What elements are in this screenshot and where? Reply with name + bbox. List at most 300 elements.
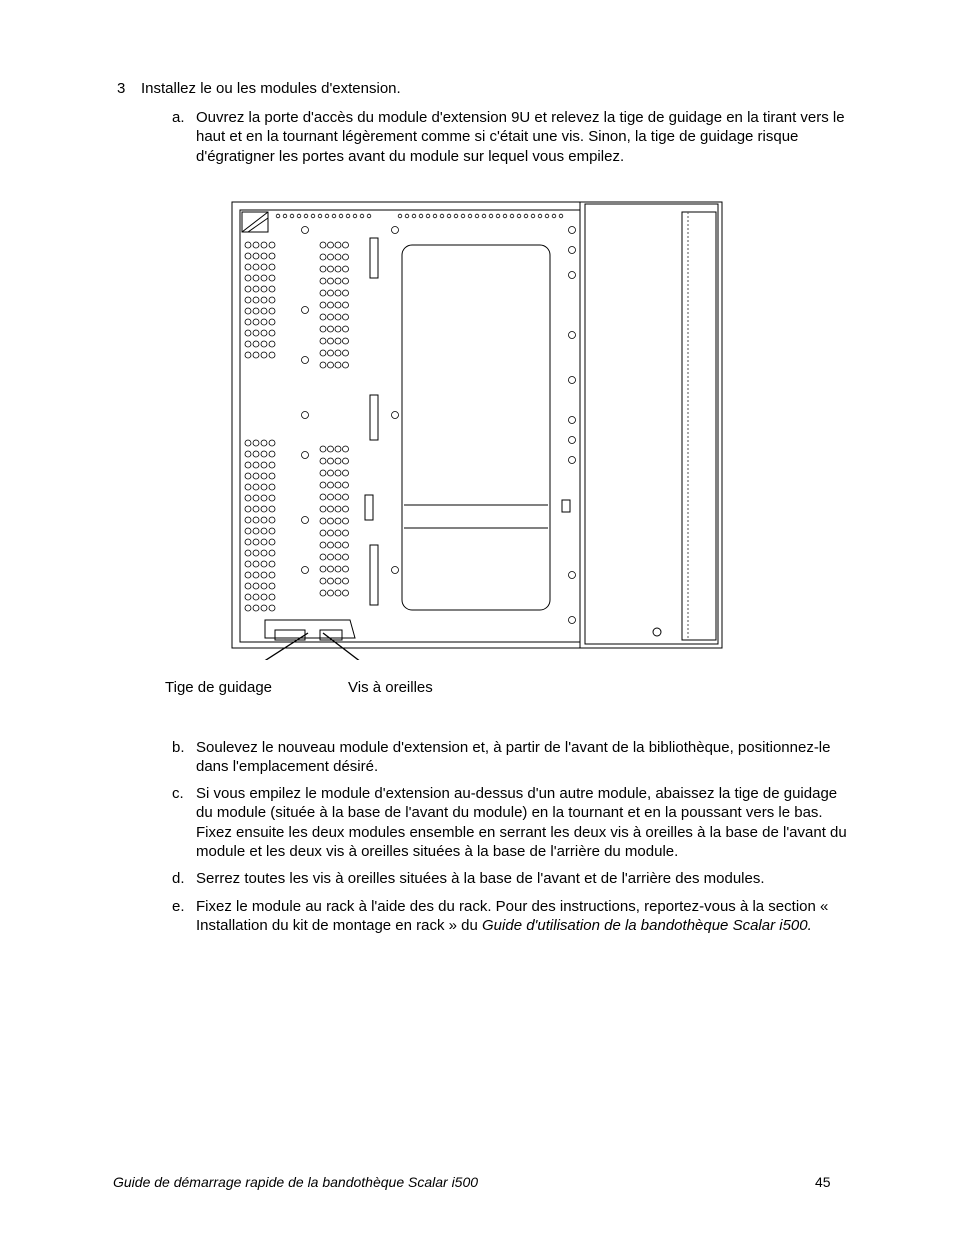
vent-hole bbox=[328, 530, 334, 536]
list-item-text bbox=[196, 897, 852, 936]
vent-hole bbox=[328, 554, 334, 560]
vent-hole bbox=[328, 338, 334, 344]
vent-hole bbox=[538, 214, 542, 218]
vent-hole bbox=[328, 458, 334, 464]
vent-hole bbox=[253, 297, 259, 303]
vent-hole bbox=[261, 473, 267, 479]
vent-hole bbox=[328, 326, 334, 332]
right-side-panel bbox=[585, 204, 718, 644]
vent-hole bbox=[335, 242, 341, 248]
list-item-text: Si vous empilez le module d'extension au-dessus d'un autre module, abaissez la tige de guidage du module (située à la base de l'avant du module) en la tournant et en la poussant vers le bas. Fixez ensuite les deux modules ensemble en serrant les deux vis à oreilles à la base de l'avant du module et les deux vis à oreilles situées à la base de l'arrière du module. bbox=[196, 785, 847, 860]
vent-hole bbox=[328, 314, 334, 320]
vent-hole bbox=[261, 264, 267, 270]
vent-hole bbox=[245, 605, 251, 611]
vent-hole bbox=[569, 247, 576, 254]
vent-hole bbox=[261, 275, 267, 281]
vent-hole bbox=[328, 590, 334, 596]
vent-hole bbox=[343, 506, 349, 512]
callout-line-thumbscrews bbox=[323, 633, 382, 660]
latch-lower bbox=[365, 495, 373, 520]
vent-hole bbox=[245, 297, 251, 303]
vent-hole bbox=[320, 554, 326, 560]
vent-hole bbox=[335, 506, 341, 512]
vent-hole bbox=[320, 254, 326, 260]
vent-hole bbox=[302, 227, 309, 234]
vent-hole bbox=[269, 572, 275, 578]
vent-hole bbox=[269, 264, 275, 270]
vent-hole bbox=[253, 572, 259, 578]
vent-hole bbox=[328, 566, 334, 572]
list-item-d bbox=[172, 869, 852, 888]
vent-hole bbox=[335, 578, 341, 584]
vent-hole bbox=[253, 275, 259, 281]
vent-hole bbox=[245, 561, 251, 567]
vent-hole bbox=[328, 494, 334, 500]
vent-hole bbox=[253, 473, 259, 479]
vent-hole bbox=[468, 214, 472, 218]
list-item-text-plain: Fixez le module au rack à l'aide des du rack. Pour des instructions, reportez-vous à la section « Installation du kit de montage en rack » du bbox=[196, 898, 829, 935]
step-number: 3 bbox=[117, 80, 126, 97]
list-item-e bbox=[172, 897, 852, 936]
vent-hole bbox=[461, 214, 465, 218]
list-item-c bbox=[172, 784, 852, 861]
vent-hole bbox=[328, 254, 334, 260]
vent-hole bbox=[253, 506, 259, 512]
vent-hole bbox=[335, 470, 341, 476]
vent-hole bbox=[320, 578, 326, 584]
vent-hole bbox=[398, 214, 402, 218]
vent-hole bbox=[261, 462, 267, 468]
vent-hole bbox=[261, 484, 267, 490]
vent-hole bbox=[360, 214, 364, 218]
vent-hole bbox=[343, 458, 349, 464]
vent-hole bbox=[517, 214, 521, 218]
vent-hole bbox=[269, 506, 275, 512]
list-item-letter: a. bbox=[172, 109, 185, 126]
vent-hole bbox=[569, 332, 576, 339]
vent-hole bbox=[245, 242, 251, 248]
list-item-text: Serrez toutes les vis à oreilles situées à la base de l'avant et de l'arrière des modules. bbox=[196, 870, 765, 887]
vent-hole bbox=[320, 446, 326, 452]
vent-hole bbox=[245, 264, 251, 270]
vent-hole bbox=[245, 352, 251, 358]
vent-hole bbox=[545, 214, 549, 218]
vent-hole bbox=[320, 590, 326, 596]
vent-hole bbox=[245, 572, 251, 578]
vent-hole bbox=[320, 350, 326, 356]
vent-hole bbox=[302, 567, 309, 574]
vent-hole bbox=[302, 452, 309, 459]
vent-hole bbox=[261, 528, 267, 534]
vent-hole bbox=[297, 214, 301, 218]
vent-hole bbox=[253, 495, 259, 501]
vent-hole bbox=[253, 440, 259, 446]
vent-hole bbox=[261, 330, 267, 336]
vent-hole bbox=[269, 605, 275, 611]
vent-hole bbox=[335, 530, 341, 536]
vent-hole bbox=[320, 542, 326, 548]
vent-hole bbox=[320, 530, 326, 536]
vent-hole bbox=[302, 307, 309, 314]
vent-hole bbox=[328, 266, 334, 272]
vent-hole bbox=[261, 297, 267, 303]
vent-hole bbox=[269, 297, 275, 303]
vent-hole bbox=[569, 617, 576, 624]
vent-hole bbox=[552, 214, 556, 218]
vent-hole bbox=[339, 214, 343, 218]
vent-hole bbox=[367, 214, 371, 218]
vent-hole bbox=[328, 506, 334, 512]
vent-hole bbox=[261, 286, 267, 292]
vent-hole bbox=[261, 341, 267, 347]
vent-hole bbox=[245, 319, 251, 325]
vent-hole bbox=[269, 440, 275, 446]
vent-hole bbox=[496, 214, 500, 218]
vent-hole bbox=[335, 326, 341, 332]
vent-hole bbox=[475, 214, 479, 218]
vent-hole bbox=[569, 457, 576, 464]
vent-hole bbox=[269, 308, 275, 314]
callout-thumbscrews: Vis à oreilles bbox=[348, 679, 433, 696]
vent-hole bbox=[261, 308, 267, 314]
vent-hole bbox=[269, 286, 275, 292]
vent-hole bbox=[335, 542, 341, 548]
vent-hole bbox=[343, 242, 349, 248]
vent-hole bbox=[320, 506, 326, 512]
vent-hole bbox=[269, 583, 275, 589]
vent-hole bbox=[343, 362, 349, 368]
vent-hole bbox=[261, 550, 267, 556]
vent-hole bbox=[328, 446, 334, 452]
list-item-text: Ouvrez la porte d'accès du module d'extension 9U et relevez la tige de guidage en la tirant vers le haut et en la tournant légèrement comme si c'était une vis. Sinon, la tige de guidage risque d'égratigner les portes avant du module sur lequel vous empilez. bbox=[196, 109, 845, 165]
step-title: Installez le ou les modules d'extension. bbox=[141, 80, 401, 97]
vent-hole bbox=[335, 482, 341, 488]
vent-hole bbox=[261, 539, 267, 545]
vent-hole bbox=[245, 517, 251, 523]
footer-title: Guide de démarrage rapide de la bandothèque Scalar i500 bbox=[113, 1174, 479, 1190]
vent-hole bbox=[253, 319, 259, 325]
vent-hole bbox=[433, 214, 437, 218]
vent-hole bbox=[253, 539, 259, 545]
vent-hole bbox=[335, 302, 341, 308]
vent-hole bbox=[269, 242, 275, 248]
vent-hole bbox=[320, 266, 326, 272]
vent-hole bbox=[531, 214, 535, 218]
vent-hole bbox=[392, 412, 399, 419]
vent-hole bbox=[569, 272, 576, 279]
vent-hole bbox=[328, 350, 334, 356]
vent-hole bbox=[261, 594, 267, 600]
vent-hole bbox=[261, 451, 267, 457]
vent-hole bbox=[335, 338, 341, 344]
vent-hole bbox=[320, 566, 326, 572]
vent-hole bbox=[245, 462, 251, 468]
vent-hole bbox=[353, 214, 357, 218]
expansion-module-diagram bbox=[160, 190, 740, 660]
vent-hole bbox=[302, 357, 309, 364]
vent-hole bbox=[253, 286, 259, 292]
vent-hole bbox=[489, 214, 493, 218]
vent-hole bbox=[392, 227, 399, 234]
latch-top bbox=[370, 238, 378, 278]
vent-hole bbox=[559, 214, 563, 218]
vent-hole bbox=[320, 494, 326, 500]
vent-hole bbox=[261, 495, 267, 501]
list-item-text: Soulevez le nouveau module d'extension et, à partir de l'avant de la bibliothèque, positionnez-le dans l'emplacement désiré. bbox=[196, 739, 831, 776]
vent-hole bbox=[335, 314, 341, 320]
vent-hole bbox=[332, 214, 336, 218]
vent-hole bbox=[269, 253, 275, 259]
vent-hole bbox=[269, 594, 275, 600]
vent-hole bbox=[269, 561, 275, 567]
vent-hole bbox=[302, 412, 309, 419]
vent-hole bbox=[405, 214, 409, 218]
vent-hole bbox=[335, 554, 341, 560]
vent-hole bbox=[304, 214, 308, 218]
vent-hole bbox=[253, 264, 259, 270]
callout-line-guide-pin bbox=[238, 633, 308, 660]
vent-hole bbox=[328, 518, 334, 524]
vent-hole bbox=[328, 242, 334, 248]
vent-hole bbox=[261, 506, 267, 512]
vent-hole bbox=[320, 242, 326, 248]
vent-hole bbox=[335, 590, 341, 596]
access-window bbox=[402, 245, 550, 610]
vent-hole bbox=[245, 594, 251, 600]
vent-hole bbox=[335, 458, 341, 464]
vent-hole bbox=[253, 253, 259, 259]
vent-hole bbox=[335, 266, 341, 272]
vent-hole bbox=[343, 290, 349, 296]
vent-hole bbox=[343, 482, 349, 488]
vent-hole bbox=[335, 254, 341, 260]
latch-middle bbox=[370, 395, 378, 440]
vent-hole bbox=[269, 539, 275, 545]
vent-hole bbox=[245, 539, 251, 545]
guide-title-reference: Guide d'utilisation de la bandothèque Scalar i500. bbox=[482, 917, 812, 935]
vent-hole bbox=[343, 470, 349, 476]
vent-hole bbox=[283, 214, 287, 218]
vent-hole bbox=[253, 341, 259, 347]
vent-hole bbox=[253, 528, 259, 534]
vent-hole bbox=[328, 278, 334, 284]
vent-hole bbox=[253, 451, 259, 457]
vent-hole bbox=[343, 578, 349, 584]
vent-hole bbox=[328, 542, 334, 548]
vent-hole bbox=[269, 484, 275, 490]
vent-hole bbox=[253, 462, 259, 468]
vent-hole bbox=[343, 314, 349, 320]
vent-hole bbox=[328, 578, 334, 584]
vent-hole bbox=[261, 605, 267, 611]
vent-hole bbox=[447, 214, 451, 218]
vent-hole bbox=[253, 352, 259, 358]
vent-hole bbox=[343, 350, 349, 356]
vent-hole bbox=[253, 308, 259, 314]
vent-hole bbox=[343, 566, 349, 572]
vent-hole bbox=[524, 214, 528, 218]
vent-hole bbox=[328, 362, 334, 368]
list-item-a bbox=[172, 108, 852, 166]
vent-hole bbox=[320, 518, 326, 524]
vent-hole bbox=[245, 484, 251, 490]
vent-hole bbox=[261, 440, 267, 446]
vent-hole bbox=[320, 338, 326, 344]
vent-hole bbox=[253, 330, 259, 336]
vent-hole bbox=[245, 506, 251, 512]
vent-hole bbox=[245, 583, 251, 589]
vent-hole bbox=[253, 594, 259, 600]
vent-hole bbox=[245, 550, 251, 556]
vent-hole bbox=[510, 214, 514, 218]
vent-hole bbox=[269, 451, 275, 457]
vent-hole bbox=[346, 214, 350, 218]
vent-hole bbox=[261, 561, 267, 567]
vent-hole bbox=[343, 338, 349, 344]
vent-hole bbox=[343, 542, 349, 548]
vent-hole bbox=[269, 275, 275, 281]
vent-hole bbox=[245, 440, 251, 446]
vent-hole bbox=[343, 554, 349, 560]
vent-hole bbox=[245, 308, 251, 314]
vent-hole bbox=[325, 214, 329, 218]
vent-hole bbox=[320, 290, 326, 296]
vent-hole bbox=[245, 528, 251, 534]
vent-hole bbox=[343, 446, 349, 452]
vent-hole bbox=[343, 266, 349, 272]
vent-hole bbox=[245, 275, 251, 281]
vent-hole bbox=[335, 362, 341, 368]
vent-hole bbox=[320, 362, 326, 368]
vent-hole bbox=[269, 462, 275, 468]
vent-hole bbox=[253, 242, 259, 248]
left-panel bbox=[240, 210, 580, 642]
vent-hole bbox=[335, 278, 341, 284]
vent-hole bbox=[328, 482, 334, 488]
vent-hole bbox=[320, 314, 326, 320]
vent-hole bbox=[569, 572, 576, 579]
vent-hole bbox=[343, 530, 349, 536]
vent-hole bbox=[412, 214, 416, 218]
vent-hole bbox=[245, 473, 251, 479]
vent-hole bbox=[392, 567, 399, 574]
list-item-letter: b. bbox=[172, 739, 185, 756]
vent-hole bbox=[269, 473, 275, 479]
vent-hole bbox=[419, 214, 423, 218]
vent-hole bbox=[261, 242, 267, 248]
latch-bottom bbox=[370, 545, 378, 605]
vent-hole bbox=[253, 484, 259, 490]
vent-hole bbox=[269, 528, 275, 534]
vent-hole bbox=[335, 566, 341, 572]
vent-hole bbox=[253, 583, 259, 589]
vent-hole bbox=[253, 550, 259, 556]
vent-hole bbox=[482, 214, 486, 218]
vent-hole bbox=[261, 517, 267, 523]
access-door-track bbox=[682, 212, 716, 640]
catch bbox=[562, 500, 570, 512]
vent-hole bbox=[269, 330, 275, 336]
vent-hole bbox=[245, 495, 251, 501]
vent-hole bbox=[343, 590, 349, 596]
vent-hole bbox=[245, 330, 251, 336]
vent-hole bbox=[343, 302, 349, 308]
vent-hole bbox=[343, 254, 349, 260]
vent-hole bbox=[454, 214, 458, 218]
vent-hole bbox=[245, 286, 251, 292]
vent-hole bbox=[261, 572, 267, 578]
vent-hole bbox=[335, 518, 341, 524]
vent-hole bbox=[426, 214, 430, 218]
vent-hole bbox=[318, 214, 322, 218]
vent-hole bbox=[311, 214, 315, 218]
vent-hole bbox=[276, 214, 280, 218]
callout-guide-pin: Tige de guidage bbox=[165, 679, 273, 696]
vent-hole bbox=[269, 550, 275, 556]
vent-hole bbox=[269, 517, 275, 523]
list-item-b bbox=[172, 738, 852, 777]
vent-hole bbox=[320, 326, 326, 332]
step-heading bbox=[117, 80, 401, 97]
vent-hole bbox=[569, 227, 576, 234]
vent-hole bbox=[320, 302, 326, 308]
vent-hole bbox=[343, 278, 349, 284]
module-outline bbox=[232, 202, 722, 648]
vent-hole bbox=[253, 517, 259, 523]
knob bbox=[653, 628, 661, 636]
vent-hole bbox=[253, 605, 259, 611]
vent-hole bbox=[245, 451, 251, 457]
vent-hole bbox=[269, 352, 275, 358]
vent-hole bbox=[261, 352, 267, 358]
vent-hole bbox=[569, 437, 576, 444]
vent-hole bbox=[320, 458, 326, 464]
vent-hole bbox=[302, 517, 309, 524]
vent-hole bbox=[269, 341, 275, 347]
vent-hole bbox=[328, 302, 334, 308]
vent-hole bbox=[253, 561, 259, 567]
vent-hole bbox=[335, 494, 341, 500]
vent-hole bbox=[335, 446, 341, 452]
vent-hole bbox=[503, 214, 507, 218]
vent-hole bbox=[320, 278, 326, 284]
vent-hole bbox=[440, 214, 444, 218]
list-item-letter: e. bbox=[172, 898, 185, 915]
vent-hole bbox=[261, 583, 267, 589]
page-number: 45 bbox=[815, 1174, 831, 1190]
vent-hole bbox=[245, 341, 251, 347]
vent-hole bbox=[343, 326, 349, 332]
vent-hole bbox=[343, 494, 349, 500]
vent-hole bbox=[335, 350, 341, 356]
vent-hole bbox=[320, 482, 326, 488]
vent-hole bbox=[569, 417, 576, 424]
vent-hole bbox=[569, 377, 576, 384]
vent-hole bbox=[290, 214, 294, 218]
vent-hole bbox=[269, 319, 275, 325]
vent-hole bbox=[343, 518, 349, 524]
vent-hole bbox=[245, 253, 251, 259]
vent-hole bbox=[320, 470, 326, 476]
vent-hole bbox=[261, 253, 267, 259]
vent-hole bbox=[269, 495, 275, 501]
list-item-letter: d. bbox=[172, 870, 185, 887]
vent-hole bbox=[328, 470, 334, 476]
list-item-letter: c. bbox=[172, 785, 184, 802]
vent-hole bbox=[328, 290, 334, 296]
vent-hole bbox=[335, 290, 341, 296]
vent-hole bbox=[261, 319, 267, 325]
